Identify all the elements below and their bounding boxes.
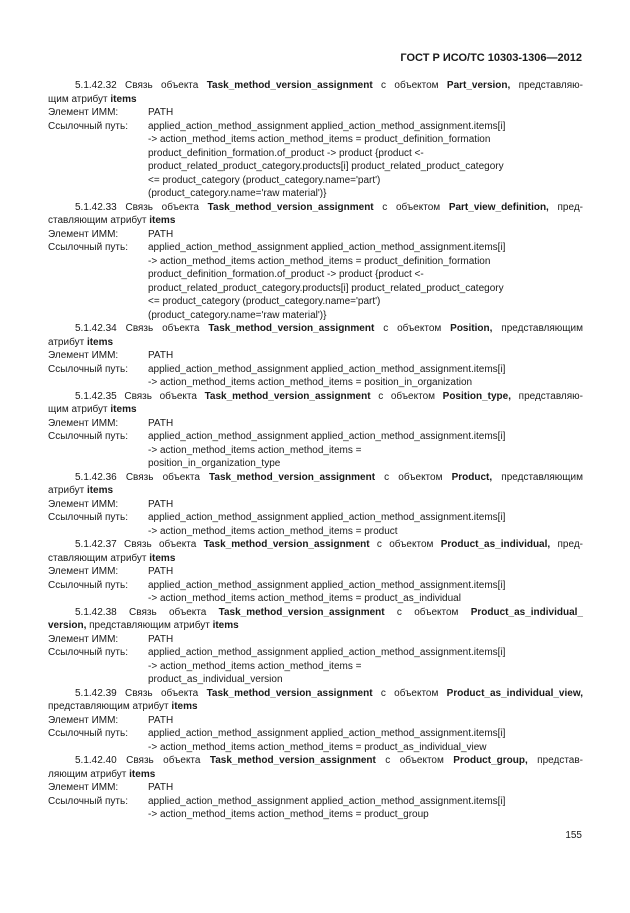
element-value: PATH — [148, 350, 174, 361]
ref-path-line: -> action_method_items action_method_items = — [148, 444, 362, 456]
document-header: ГОСТ Р ИСО/ТС 10303-1306—2012 — [400, 52, 582, 64]
clause-section — [48, 538, 583, 606]
ref-path-line: (product_category.name='raw material')} — [148, 188, 327, 199]
element-value: PATH — [148, 498, 174, 510]
entity-name: Product, — [451, 471, 493, 483]
clause-section — [48, 471, 583, 539]
element-row — [48, 228, 583, 242]
clause-section — [48, 79, 583, 201]
element-label: Элемент ИММ: — [48, 417, 119, 429]
ref-path-line: <= product_category (product_category.name='part') — [148, 296, 381, 307]
entity-name: Task_method_version_assignment — [208, 323, 375, 334]
entity-name: Task_method_version_assignment — [206, 687, 373, 699]
ref-path-line: applied_action_method_assignment applied_action_method_assignment.items[i] — [148, 795, 506, 807]
element-row — [48, 633, 583, 647]
clause-heading: 5.1.42.33 Связь объекта Task_method_version_assignment с объектом Part_view_definition, пред- ставляющим атрибут items — [48, 201, 583, 226]
entity-name: items — [86, 336, 114, 348]
ref-path-label: Ссылочный путь: — [48, 431, 128, 442]
ref-path-line: applied_action_method_assignment applied_action_method_assignment.items[i] — [148, 512, 506, 523]
ref-path-line: -> action_method_items action_method_items = position_in_organization — [148, 377, 473, 388]
ref-path-line: applied_action_method_assignment applied_action_method_assignment.items[i] — [148, 242, 506, 253]
ref-path-label: Ссылочный путь: — [48, 795, 128, 807]
ref-path-value — [148, 241, 583, 322]
element-row — [48, 781, 583, 795]
entity-name: Part_version, — [446, 80, 511, 91]
ref-path-line: -> action_method_items action_method_items = product_group — [148, 809, 429, 820]
entity-name: items — [171, 701, 198, 712]
element-row — [48, 349, 583, 363]
entity-name: Task_method_version_assignment — [204, 390, 371, 402]
entity-name: Task_method_version_assignment — [207, 201, 374, 213]
element-label: Элемент ИММ: — [48, 498, 119, 510]
ref-path-label: Ссылочный путь: — [48, 647, 128, 658]
clause-heading: 5.1.42.37 Связь объекта Task_method_version_assignment с объектом Product_as_individual, пред- ставляющим атрибут items — [48, 539, 583, 564]
ref-path-line: -> action_method_items action_method_items = product_as_individual — [148, 593, 461, 604]
ref-path-value — [148, 579, 583, 606]
ref-path-line: (product_category.name='raw material')} — [148, 309, 327, 321]
ref-path-line: applied_action_method_assignment applied_action_method_assignment.items[i] — [148, 120, 506, 132]
ref-path-value — [148, 120, 583, 201]
entity-name: items — [110, 404, 137, 415]
clause-heading: 5.1.42.34 Связь объекта Task_method_version_assignment с объектом Position, представляющим атрибут items — [48, 323, 583, 348]
clause-section — [48, 754, 583, 822]
clause-heading: 5.1.42.36 Связь объекта Task_method_version_assignment с объектом Product, представляющим атрибут items — [48, 471, 583, 496]
ref-path-line: -> action_method_items action_method_items = product_as_individual_view — [148, 741, 487, 753]
ref-path-value — [148, 646, 583, 687]
entity-name: Part_view_definition, — [448, 201, 549, 213]
ref-path-row — [48, 430, 583, 471]
ref-path-row — [48, 120, 583, 201]
entity-name: items — [212, 620, 239, 631]
element-value: PATH — [148, 566, 174, 577]
ref-path-row — [48, 363, 583, 390]
entity-name: Product_as_individual, — [440, 539, 551, 550]
clause-section — [48, 322, 583, 390]
entity-name: Product_group, — [453, 755, 528, 766]
clause-heading: 5.1.42.32 Связь объекта Task_method_version_assignment с объектом Part_version, представляю- щим атрибут items — [48, 80, 583, 105]
element-label: Элемент ИММ: — [48, 350, 119, 361]
element-value: PATH — [148, 633, 174, 645]
clause-heading: 5.1.42.39 Связь объекта Task_method_version_assignment с объектом Product_as_individual_view, представляющим атрибут items — [48, 687, 583, 712]
element-row — [48, 565, 583, 579]
ref-path-line: position_in_organization_type — [148, 458, 281, 469]
element-label: Элемент ИММ: — [48, 633, 119, 645]
ref-path-value — [148, 795, 583, 822]
clause-heading: 5.1.42.35 Связь объекта Task_method_version_assignment с объектом Position_type, представляю- щим атрибут items — [48, 390, 584, 415]
ref-path-row — [48, 511, 583, 538]
ref-path-line: product_related_product_category.products[i] product_related_product_category — [148, 161, 504, 172]
page-number: 155 — [565, 830, 582, 841]
entity-name: Task_method_version_assignment — [209, 471, 376, 483]
ref-path-row — [48, 241, 583, 322]
entity-name: items — [110, 93, 137, 105]
ref-path-value — [148, 727, 583, 754]
ref-path-line: applied_action_method_assignment applied_action_method_assignment.items[i] — [148, 728, 506, 739]
ref-path-label: Ссылочный путь: — [48, 579, 128, 591]
ref-path-label: Ссылочный путь: — [48, 512, 128, 523]
element-label: Элемент ИММ: — [48, 714, 119, 726]
element-label: Элемент ИММ: — [48, 566, 119, 577]
element-value: PATH — [148, 782, 174, 793]
clause-heading: 5.1.42.40 Связь объекта Task_method_version_assignment с объектом Product_group, представ- ляющим атрибут items — [48, 755, 583, 780]
document-body — [48, 79, 583, 822]
element-row — [48, 417, 583, 431]
entity-name: Position_type, — [442, 390, 512, 402]
clause-section — [48, 390, 583, 471]
ref-path-label: Ссылочный путь: — [48, 120, 128, 132]
entity-name: items — [86, 485, 114, 496]
entity-name: Product_as_individual_view, — [446, 687, 583, 699]
ref-path-label: Ссылочный путь: — [48, 242, 128, 253]
clause-section — [48, 201, 583, 323]
ref-path-row — [48, 579, 583, 606]
element-row — [48, 106, 583, 120]
ref-path-line: -> action_method_items action_method_items = product — [148, 525, 398, 537]
element-label: Элемент ИММ: — [48, 228, 119, 240]
ref-path-line: -> action_method_items action_method_items = — [148, 660, 362, 672]
element-value: PATH — [148, 107, 174, 118]
element-label: Элемент ИММ: — [48, 107, 119, 118]
ref-path-line: -> action_method_items action_method_items = product_definition_formation — [148, 255, 491, 267]
ref-path-line: applied_action_method_assignment applied_action_method_assignment.items[i] — [148, 431, 506, 442]
element-value: PATH — [148, 714, 174, 726]
ref-path-label: Ссылочный путь: — [48, 728, 128, 739]
clause-heading: 5.1.42.38 Связь объекта Task_method_version_assignment с объектом Product_as_individual_ version, представляющим атрибут items — [48, 606, 583, 631]
entity-name: Task_method_version_assignment — [209, 755, 376, 766]
entity-name: Task_method_version_assignment — [218, 606, 385, 618]
ref-path-row — [48, 727, 583, 754]
ref-path-row — [48, 795, 583, 822]
ref-path-value — [148, 363, 583, 390]
ref-path-line: product_definition_formation.of_product -> product {product <- — [148, 269, 424, 280]
entity-name: Position, — [450, 323, 493, 334]
ref-path-line: product_definition_formation.of_product -> product {product <- — [148, 147, 424, 159]
ref-path-label: Ссылочный путь: — [48, 363, 128, 375]
ref-path-line: applied_action_method_assignment applied_action_method_assignment.items[i] — [148, 579, 506, 591]
entity-name: version, — [48, 620, 87, 631]
element-value: PATH — [148, 417, 174, 429]
element-value: PATH — [148, 228, 174, 240]
element-row — [48, 714, 583, 728]
clause-section — [48, 606, 583, 687]
ref-path-line: -> action_method_items action_method_items = product_definition_formation — [148, 134, 491, 145]
entity-name: items — [149, 552, 176, 564]
ref-path-line: applied_action_method_assignment applied_action_method_assignment.items[i] — [148, 647, 506, 658]
ref-path-line: product_as_individual_version — [148, 674, 283, 685]
ref-path-value — [148, 511, 583, 538]
clause-section — [48, 687, 583, 755]
entity-name: items — [149, 215, 176, 226]
ref-path-value — [148, 430, 583, 471]
entity-name: items — [129, 768, 156, 780]
ref-path-line: <= product_category (product_category.name='part') — [148, 174, 381, 186]
ref-path-line: applied_action_method_assignment applied_action_method_assignment.items[i] — [148, 363, 506, 375]
element-row — [48, 498, 583, 512]
ref-path-line: product_related_product_category.products[i] product_related_product_category — [148, 282, 504, 294]
entity-name: Task_method_version_assignment — [203, 539, 370, 550]
ref-path-row — [48, 646, 583, 687]
entity-name: Task_method_version_assignment — [206, 80, 373, 91]
entity-name: Product_as_individual_ — [470, 606, 583, 618]
element-label: Элемент ИММ: — [48, 782, 119, 793]
